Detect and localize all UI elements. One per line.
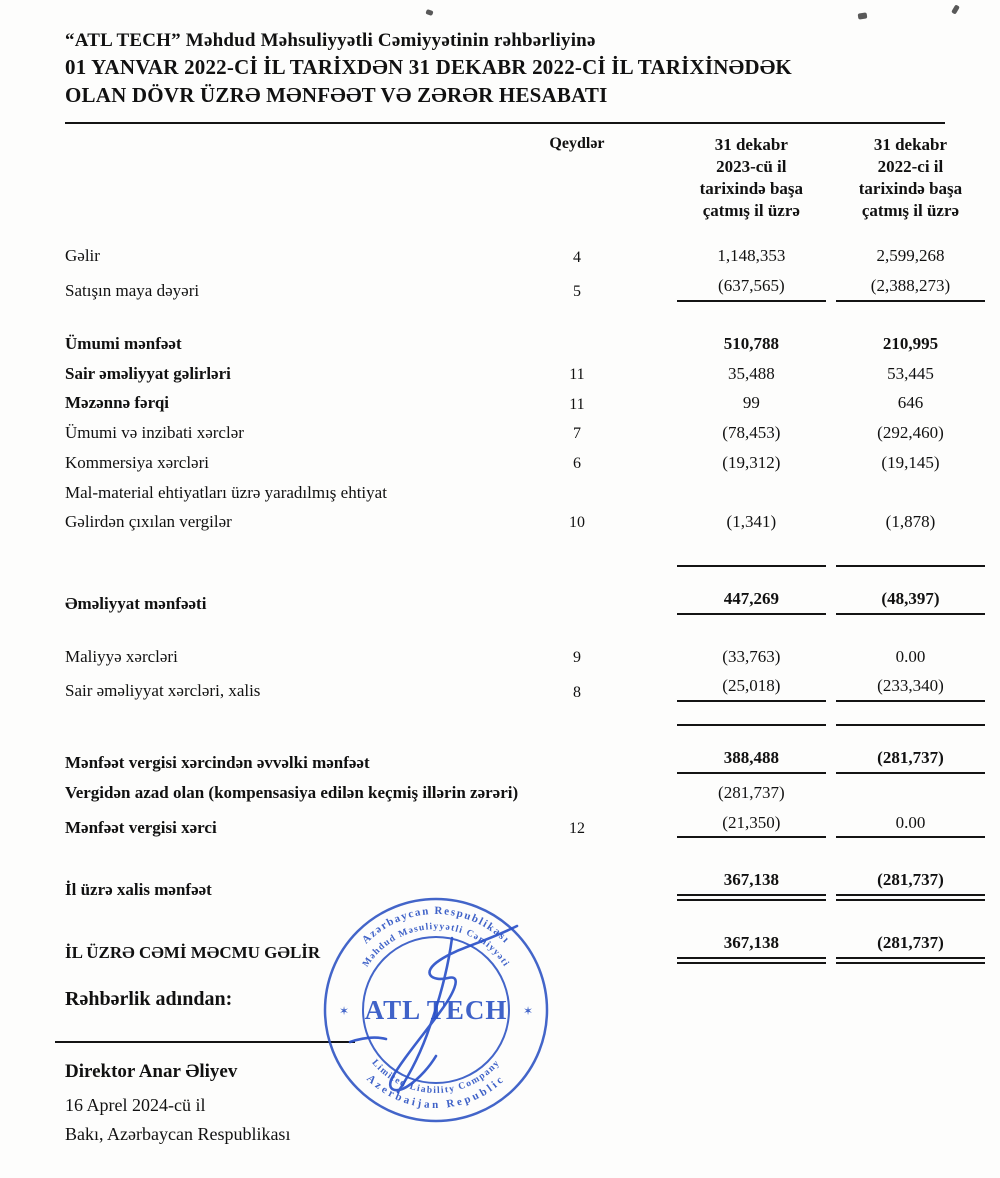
row-value-2022: (233,340) (836, 676, 985, 702)
row-label: Məzənnə fərqi (65, 393, 170, 413)
table-row (65, 364, 985, 385)
stamp-top-arc-text: Azərbaycan Respublikası (359, 904, 513, 947)
table-row (65, 748, 985, 774)
column-header-2022-line: 31 dekabr (873, 135, 948, 154)
column-header-2023-line: çatmış il üzrə (702, 201, 800, 221)
scan-artifact (858, 12, 868, 19)
row-value-2023: 35,488 (727, 363, 775, 383)
table-row (65, 647, 985, 668)
row-value-2023: (637,565) (677, 276, 826, 302)
table-row (65, 512, 985, 533)
row-value-2023: 447,269 (677, 589, 826, 615)
row-note: 8 (572, 683, 581, 701)
footer (65, 988, 985, 1145)
column-header-notes: Qeydlər (549, 135, 605, 152)
title-statement-name: OLAN DÖVR ÜZRƏ MƏNFƏƏT VƏ ZƏRƏR HESABATI (65, 83, 608, 107)
table-row (65, 423, 985, 444)
row-value-2022: (19,145) (881, 452, 940, 472)
row-value-2023: 1,148,353 (717, 246, 786, 266)
row-value-2023 (677, 565, 826, 567)
stamp-second-arc-text: Məhdud Məsuliyyətli Cəmiyyəti (361, 921, 511, 970)
row-label: İl üzrə xalis mənfəət (65, 880, 212, 900)
director-name: Direktor Anar Əliyev (65, 1060, 238, 1082)
row-value-2022: 53,445 (887, 363, 934, 383)
row-value-2022: (292,460) (877, 423, 944, 443)
column-header-2023-line: 31 dekabr (714, 135, 788, 154)
table-row (65, 393, 985, 414)
row-label: Maliyyə xərcləri (65, 646, 178, 666)
row-note: 12 (568, 819, 585, 837)
row-value-2023: (21,350) (677, 813, 826, 839)
column-header-2022-line: tarixində başa (858, 179, 963, 199)
row-label: Ümumi mənfəət (65, 333, 182, 353)
row-note: 11 (569, 395, 585, 413)
row-label: Sair əməliyyat gəlirləri (65, 363, 231, 383)
row-value-2023: 388,488 (677, 748, 826, 774)
row-value-2022: (281,737) (836, 870, 985, 901)
row-value-2022 (836, 565, 985, 567)
table-rule-row (65, 724, 985, 726)
row-note: 10 (568, 514, 585, 532)
table-row (65, 870, 985, 901)
title-period: 01 YANVAR 2022-Cİ İL TARİXDƏN 31 DEKABR 2022-Cİ İL TARİXİNƏDƏK (65, 55, 792, 79)
column-header-2023-line: tarixində başa (699, 179, 804, 199)
column-header-2022-line: 2022-ci il (877, 157, 944, 177)
column-header-2022-line: çatmış il üzrə (861, 201, 960, 221)
row-value-2022: (48,397) (836, 589, 985, 615)
stamp-bottom-inner-arc-text: Limited Liability Company (369, 1057, 503, 1096)
table-row (65, 453, 985, 474)
table-row (65, 483, 985, 504)
table-row (65, 783, 985, 804)
row-value-2023 (677, 724, 826, 726)
row-label: Mənfəət vergisi xərci (65, 817, 217, 837)
row-value-2022: 0.00 (836, 813, 985, 839)
table-body (65, 246, 985, 963)
row-note: 9 (572, 648, 581, 666)
column-header-2023 (677, 134, 826, 222)
row-note: 11 (569, 365, 585, 383)
row-value-2022: (2,388,273) (836, 276, 985, 302)
title-addressee: “ATL TECH” Məhdud Məhsuliyyətli Cəmiyyətinin rəhbərliyinə (65, 30, 596, 51)
row-value-2022: 646 (897, 393, 924, 413)
footer-heading: Rəhbərlik adından: (65, 987, 233, 1010)
row-label: İL ÜZRƏ CƏMİ MƏCMU GƏLİR (65, 943, 321, 963)
row-value-2022: (1,878) (885, 512, 936, 532)
row-label: Sair əməliyyat xərcləri, xalis (65, 681, 261, 701)
table-row (65, 813, 985, 839)
row-value-2023: (78,453) (722, 423, 781, 443)
stamp-star-left-icon: ✶ (338, 1004, 350, 1018)
row-value-2023: 367,138 (677, 933, 826, 964)
table-row (65, 933, 985, 964)
row-value-2022 (836, 724, 985, 726)
row-value-2022: 0.00 (895, 646, 926, 666)
row-label: Əməliyyat mənfəəti (65, 593, 207, 613)
document-city: Bakı, Azərbaycan Respublikası (65, 1123, 291, 1144)
column-header-2022 (836, 134, 985, 222)
row-value-2022: (281,737) (836, 933, 985, 964)
row-value-2023: 510,788 (723, 333, 779, 353)
table-header-row (65, 134, 985, 222)
title-divider (65, 122, 945, 124)
column-header-2023-line: 2023-cü il (716, 157, 787, 177)
table-row (65, 246, 985, 267)
row-value-2023: (281,737) (718, 782, 785, 802)
row-label: Satışın maya dəyəri (65, 281, 200, 301)
row-label: Mənfəət vergisi xərcindən əvvəlki mənfəət (65, 753, 370, 773)
row-label: Gəlirdən çıxılan vergilər (65, 512, 232, 532)
row-value-2023: 99 (742, 393, 760, 413)
table-rule-row (65, 565, 985, 567)
table-row (65, 276, 985, 302)
row-note: 4 (572, 248, 581, 266)
table-row (65, 589, 985, 615)
row-note: 6 (572, 455, 581, 472)
row-label: Vergidən azad olan (kompensasiya edilən keçmiş illərin zərəri) (65, 782, 519, 802)
document-date: 16 Aprel 2024-cü il (65, 1094, 206, 1115)
row-label: Mal-material ehtiyatları üzrə yaradılmış ehtiyat (65, 482, 387, 502)
stamp-star-right-icon: ✶ (522, 1004, 534, 1018)
signature-rule (55, 1041, 355, 1043)
row-value-2023: 367,138 (677, 870, 826, 901)
row-label: Gəlir (65, 246, 100, 266)
stamp-bottom-outer-arc-text: Azerbaijan Republic (364, 1072, 508, 1112)
row-value-2022: (281,737) (836, 748, 985, 774)
stamp-center-text: ATL TECH (364, 995, 508, 1025)
table-row (65, 676, 985, 702)
row-note: 5 (572, 283, 581, 301)
row-value-2022: 2,599,268 (876, 246, 945, 266)
row-value-2022: 210,995 (882, 333, 939, 353)
row-value-2023: (1,341) (726, 512, 777, 532)
document-title (65, 30, 985, 124)
row-label: Kommersiya xərcləri (65, 452, 209, 472)
table-row (65, 334, 985, 355)
row-value-2023: (19,312) (722, 452, 781, 472)
row-note: 7 (572, 425, 581, 443)
row-value-2023: (25,018) (677, 676, 826, 702)
row-label: Ümumi və inzibati xərclər (65, 423, 244, 443)
row-value-2023: (33,763) (722, 646, 781, 666)
